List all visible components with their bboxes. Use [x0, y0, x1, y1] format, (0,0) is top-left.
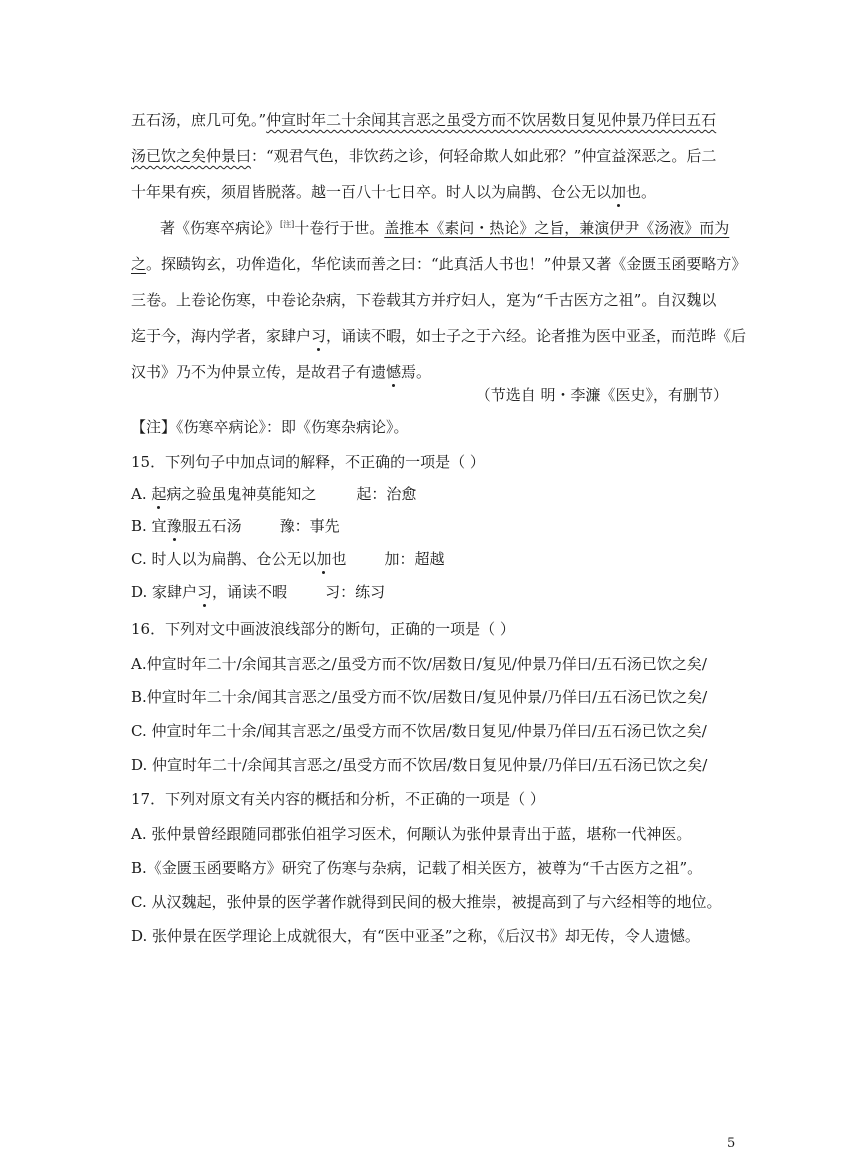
text-span: 病之验虽鬼神莫能知之 — [166, 485, 317, 503]
dotted-character: 憾 — [386, 363, 402, 381]
text-span: 也。 — [626, 183, 657, 201]
page-number: 5 — [727, 1136, 736, 1151]
question-16-option-c: C. 仲宣时年二十余/闻其言恶之/虽受方而不饮居/数日复见/仲景乃佯曰/五石汤已饮之矣/ — [131, 722, 707, 740]
question-15-option-c — [131, 549, 740, 569]
passage-line — [131, 182, 740, 202]
question-16-stem: 16．下列对文中画波浪线部分的断句，正确的一项是（ ） — [131, 620, 515, 638]
passage-line — [131, 362, 740, 382]
wavy-underlined-text: 汤已饮之矣仲景曰 — [131, 147, 252, 165]
wavy-underlined-text: 仲宣时年二十余闻其言恶之虽受方而不饮居数日复见仲景乃佯曰五石 — [266, 111, 717, 129]
question-16-option-a: A.仲宣时年二十/余闻其言恶之/虽受方而不饮/居数日/复见/仲景乃佯曰/五石汤已饮之矣/ — [131, 655, 707, 673]
text-span: C. 时人以为扁鹊、仓公无以 — [131, 550, 317, 568]
question-17-option-b: B.《金匮玉函要略方》研究了伤寒与杂病，记载了相关医方，被尊为“千古医方之祖”。 — [131, 859, 703, 877]
question-15-option-a — [131, 484, 740, 504]
footnote: 【注】《伤寒卒病论》：即《伤寒杂病论》。 — [131, 418, 409, 436]
dotted-character: 起 — [151, 485, 167, 503]
text-span: D. 家肆户 — [131, 583, 198, 601]
question-16-option-b: B.仲宣时年二十余/闻其言恶之/虽受方而不饮/居数日/复见仲景/乃佯曰/五石汤已饮之矣/ — [131, 688, 708, 706]
text-span: ：“观君气色，非饮药之诊，何轻命欺人如此邪？”仲宣益深恶之。后二 — [251, 147, 717, 165]
dotted-character: 加 — [316, 550, 332, 568]
underlined-text: 之 — [131, 255, 147, 273]
passage-line — [131, 254, 747, 274]
dotted-character: 加 — [611, 183, 627, 201]
text-span: ，诵读不暇 — [212, 583, 288, 601]
dotted-character: 习 — [311, 327, 327, 345]
text-span: 汉书》乃不为仲景立传，是故君子有遗 — [131, 363, 387, 381]
question-17-stem: 17．下列对原文有关内容的概括和分析，不正确的一项是（ ） — [131, 790, 545, 808]
text-span: 迄于今，海内学者，家肆户 — [131, 327, 312, 345]
option-gloss: 习：练习 — [325, 583, 386, 601]
dotted-character: 豫 — [166, 517, 182, 535]
text-span: ，诵读不暇，如士子之于六经。论者推为医中亚圣，而范晔《后 — [326, 327, 747, 345]
passage-line — [131, 110, 740, 130]
option-gloss: 加：超越 — [384, 550, 445, 568]
question-17-option-d: D. 张仲景在医学理论上成就很大，有“医中亚圣”之称，《后汉书》却无传，令人遗憾。 — [131, 927, 700, 945]
text-span: 服五石汤 — [181, 517, 242, 535]
text-span: 。探赜钩玄，功侔造化，华佗读而善之曰：“此真活人书也！”仲景又著《金匮玉函要略方》 — [146, 255, 747, 273]
text-span: A. — [131, 485, 152, 503]
text-span: 十卷行于世。 — [294, 219, 385, 237]
question-15-option-b — [131, 516, 740, 536]
option-gloss: 豫：事先 — [279, 517, 340, 535]
passage-line: 三卷。上卷论伤寒，中卷论杂病，下卷载其方并疗妇人，寔为“千古医方之祖”。自汉魏以 — [131, 291, 717, 309]
passage-line — [160, 218, 740, 238]
passage-line — [131, 326, 747, 346]
question-17-option-c: C. 从汉魏起，张仲景的医学著作就得到民间的极大推崇，被提高到了与六经相等的地位。 — [131, 893, 722, 911]
text-span: 十年果有疾，须眉皆脱落。越一百八十七日卒。时人以为扁鹊、仓公无以 — [131, 183, 612, 201]
question-17-option-a: A. 张仲景曾经跟随同郡张伯祖学习医术，何颙认为张仲景青出于蓝，堪称一代神医。 — [131, 825, 692, 843]
question-16-option-d: D. 仲宣时年二十/余闻其言恶之/虽受方而不饮居/数日复见仲景/乃佯曰/五石汤已饮之矣/ — [131, 756, 708, 774]
text-span: 五石汤，庶几可免。” — [131, 111, 267, 129]
footnote-marker: [注] — [280, 220, 295, 229]
passage-line — [131, 146, 740, 166]
text-span: 著《伤寒卒病论》 — [160, 219, 281, 237]
option-gloss: 起：治愈 — [356, 485, 417, 503]
underlined-text: 盖推本《素问・热论》之旨，兼演伊尹《汤液》而为 — [384, 219, 730, 237]
source-citation: （节选自 明・李濂《医史》，有删节） — [475, 386, 728, 404]
dotted-character: 习 — [197, 583, 213, 601]
question-15-stem: 15．下列句子中加点词的解释，不正确的一项是（ ） — [131, 453, 485, 471]
question-15-option-d — [131, 582, 740, 602]
text-span: 焉。 — [401, 363, 432, 381]
text-span: B. 宜 — [131, 517, 167, 535]
text-span: 也 — [331, 550, 347, 568]
